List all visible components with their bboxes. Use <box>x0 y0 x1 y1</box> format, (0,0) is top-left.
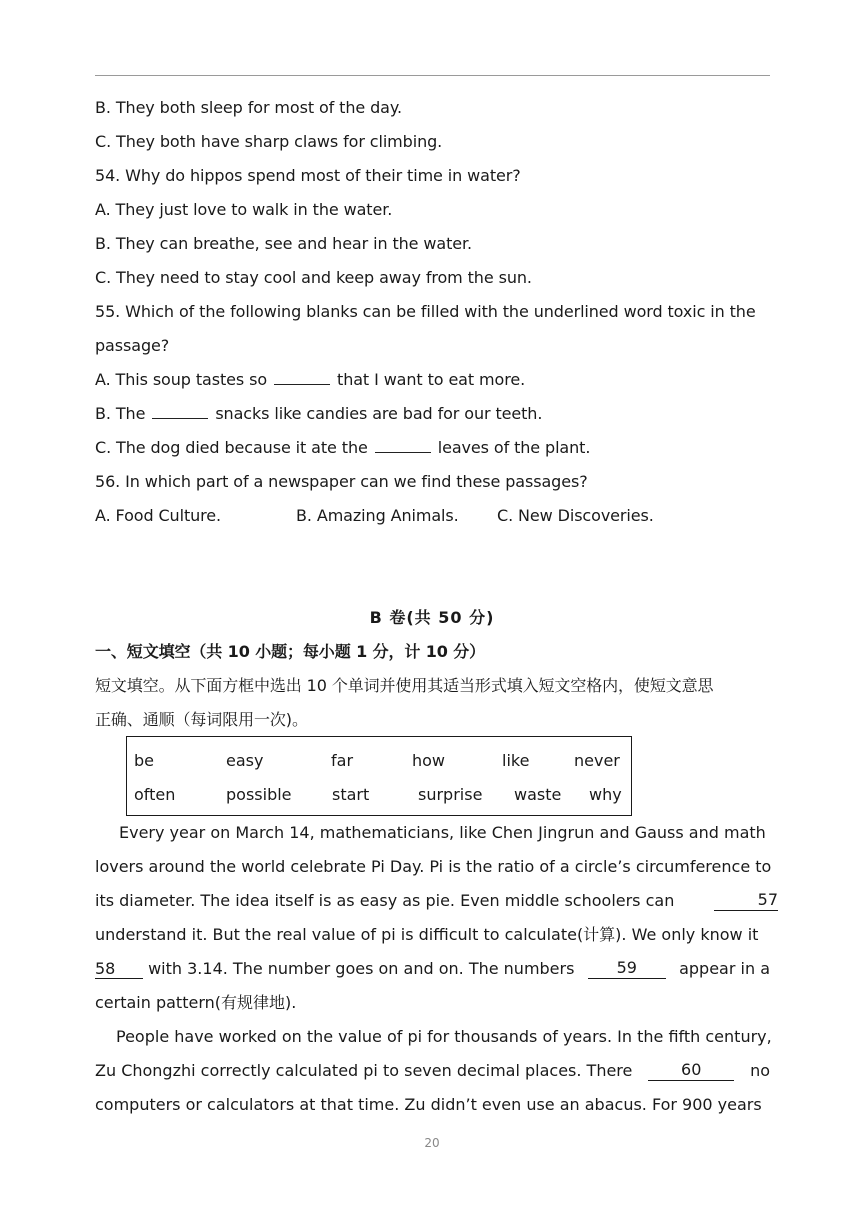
q55-option-c-post: leaves of the plant. <box>437 438 591 457</box>
passage-p1-line2: lovers around the world celebrate Pi Day. Pi is the ratio of a circle’s circumference to <box>95 857 772 876</box>
q55-option-a-pre: A. This soup tastes so <box>95 370 268 389</box>
word-far: far <box>331 751 354 770</box>
q54-question: 54. Why do hippos spend most of their time in water? <box>95 166 521 185</box>
q55-question-line1: 55. Which of the following blanks can be filled with the underlined word toxic in the <box>95 302 756 321</box>
word-never: never <box>574 751 620 770</box>
word-why: why <box>589 785 622 804</box>
q56-option-c: C. New Discoveries. <box>497 506 654 525</box>
q55-option-c <box>95 438 590 458</box>
q53-option-c: C. They both have sharp claws for climbing. <box>95 132 443 151</box>
q56-option-b: B. Amazing Animals. <box>296 506 459 525</box>
word-surprise: surprise <box>418 785 483 804</box>
word-how: how <box>412 751 446 770</box>
q54-option-a: A. They just love to walk in the water. <box>95 200 393 219</box>
q55-option-c-blank <box>375 438 431 453</box>
q55-option-a-blank <box>274 370 330 385</box>
passage-p1-line3 <box>95 890 778 911</box>
blank-57: 57 <box>714 891 778 911</box>
instruction-line2: 正确、通顺（每词限用一次)。 <box>95 710 308 729</box>
q55-option-a-post: that I want to eat more. <box>337 370 526 389</box>
blank-60: 60 <box>648 1061 734 1081</box>
q55-option-a <box>95 370 525 390</box>
q55-option-b <box>95 404 542 424</box>
word-box <box>126 736 632 816</box>
word-start: start <box>332 785 370 804</box>
q56-option-a: A. Food Culture. <box>95 506 222 525</box>
passage-p1-line3-text: its diameter. The idea itself is as easy as pie. Even middle schoolers can <box>95 891 675 910</box>
word-easy: easy <box>226 751 264 770</box>
blank-58: 58 <box>95 960 143 979</box>
passage-p2-line1: People have worked on the value of pi for thousands of years. In the fifth century, <box>116 1027 772 1046</box>
page-number: 20 <box>424 1136 440 1150</box>
q56-question: 56. In which part of a newspaper can we find these passages? <box>95 472 588 491</box>
q55-option-b-blank <box>152 404 208 419</box>
word-like: like <box>502 751 530 770</box>
passage-p2-line3: computers or calculators at that time. Zu didn’t even use an abacus. For 900 years <box>95 1095 762 1114</box>
word-often: often <box>134 785 176 804</box>
passage-p1-line4: understand it. But the real value of pi is difficult to calculate(计算). We only know it <box>95 925 759 944</box>
passage-p2-line2-text: Zu Chongzhi correctly calculated pi to seven decimal places. There <box>95 1061 633 1080</box>
passage-p1-line1: Every year on March 14, mathematicians, like Chen Jingrun and Gauss and math <box>119 823 766 842</box>
q56-options <box>95 506 770 526</box>
part1-heading: 一、短文填空（共 10 小题；每小题 1 分，计 10 分） <box>95 642 486 661</box>
passage-p1-line6: certain pattern(有规律地). <box>95 993 297 1012</box>
passage-p1-line5 <box>95 959 770 979</box>
passage-p1-line5-post: appear in a <box>679 959 770 978</box>
word-be: be <box>134 751 154 770</box>
blank-59: 59 <box>588 959 666 979</box>
q53-option-b: B. They both sleep for most of the day. <box>95 98 402 117</box>
passage-p2-line2-post: no <box>750 1061 770 1080</box>
word-possible: possible <box>226 785 292 804</box>
passage-p1-line5-left <box>95 959 574 979</box>
q54-option-c: C. They need to stay cool and keep away from the sun. <box>95 268 532 287</box>
passage-p2-line2 <box>95 1061 770 1081</box>
instruction-line1: 短文填空。从下面方框中选出 10 个单词并使用其适当形式填入短文空格内，使短文意思 <box>95 676 714 695</box>
q54-option-b: B. They can breathe, see and hear in the water. <box>95 234 473 253</box>
q55-option-b-post: snacks like candies are bad for our teeth. <box>215 404 543 423</box>
q55-question-line2: passage? <box>95 336 170 355</box>
word-waste: waste <box>514 785 562 804</box>
section-b-title: B 卷(共 50 分) <box>369 608 495 627</box>
q55-option-c-pre: C. The dog died because it ate the <box>95 438 368 457</box>
header-rule <box>95 75 770 76</box>
q55-option-b-pre: B. The <box>95 404 146 423</box>
passage-p1-line5-mid: with 3.14. The number goes on and on. The numbers <box>148 959 575 978</box>
